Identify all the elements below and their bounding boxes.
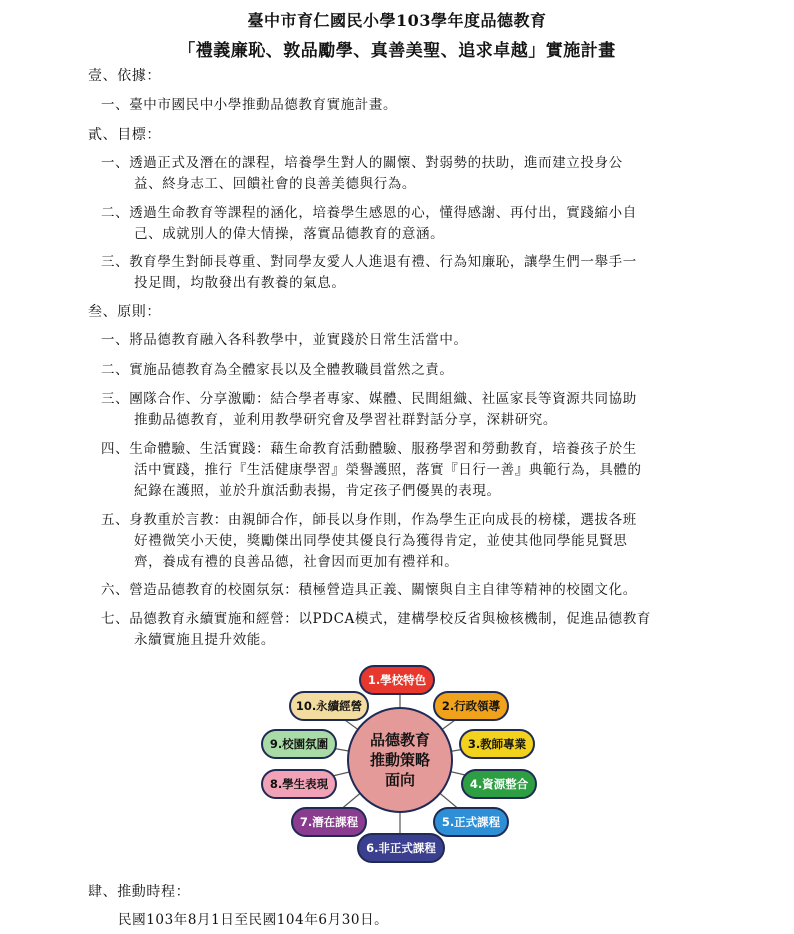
- principle-item-1: 一、將品德教育融入各科教學中，並實踐於日常生活當中。: [101, 332, 468, 348]
- principle-item-4-cont2: 紀錄在護照，並於升旗活動表揚，肯定孩子們優異的表現。: [134, 483, 501, 499]
- section-heading-basis: 壹、依據：: [88, 68, 161, 84]
- goal-item-3-cont: 投足間，均散發出有教養的氣息。: [134, 275, 346, 291]
- basis-item-1: 一、臺中市國民中小學推動品德教育實施計畫。: [101, 97, 398, 113]
- principle-item-4-cont1: 活中實踐，推行『生活健康學習』榮譽護照，落實『日行一善』典範行為，具體的: [134, 462, 642, 478]
- goal-item-1-cont: 益、終身志工、回饋社會的良善美德與行為。: [134, 176, 416, 192]
- principle-item-4: 四、生命體驗、生活實踐：藉生命教育活動體驗、服務學習和勞動教育，培養孩子於生: [101, 441, 637, 457]
- node-formal-curriculum: [433, 807, 509, 837]
- node-label: 4.資源整合: [469, 777, 529, 791]
- goal-item-2: 二、透過生命教育等課程的涵化，培養學生感恩的心，懂得感謝、再付出，實踐縮小自: [101, 205, 637, 221]
- principle-item-5-cont1: 好禮微笑小天使，獎勵傑出同學使其優良行為獲得肯定，並使其他同學能見賢思: [134, 533, 628, 549]
- node-label: 6.非正式課程: [366, 841, 436, 855]
- goal-item-1: 一、透過正式及潛在的課程，培養學生對人的關懷、對弱勢的扶助，進而建立投身公: [101, 155, 623, 171]
- document-title: 臺中市育仁國民小學103學年度品德教育: [247, 11, 547, 30]
- node-label: 2.行政領導: [441, 699, 501, 713]
- principle-item-7: 七、品德教育永續實施和經營：以PDCA模式，建構學校反省與檢核機制，促進品德教育: [101, 611, 651, 627]
- node-teacher-professional: [459, 729, 535, 759]
- node-resource-integration: [461, 769, 537, 799]
- principle-item-5: 五、身教重於言教：由親師合作，師長以身作則，作為學生正向成長的榜樣，選拔各班: [101, 512, 637, 528]
- node-label: 7.潛在課程: [299, 815, 359, 829]
- principle-item-7-cont: 永續實施且提升效能。: [134, 632, 275, 648]
- goal-item-2-cont: 己、成就別人的偉大情操，落實品德教育的意涵。: [134, 226, 445, 242]
- principle-item-5-cont2: 齊，養成有禮的良善品德，社會因而更加有禮祥和。: [134, 554, 459, 570]
- node-sustainable-management: [289, 691, 369, 721]
- node-label: 1.學校特色: [367, 673, 427, 687]
- principle-item-3: 三、團隊合作、分享激勵：結合學者專家、媒體、民間組織、社區家長等資源共同協助: [101, 391, 637, 407]
- node-student-performance: [261, 769, 337, 799]
- node-hidden-curriculum: [291, 807, 367, 837]
- principle-item-2: 二、實施品德教育為全體家長以及全體教職員當然之責。: [101, 362, 454, 378]
- section-heading-goals: 貳、目標：: [88, 127, 161, 143]
- goal-item-3: 三、教育學生對師長尊重、對同學友愛人人進退有禮、行為知廉恥，讓學生們一舉手一: [101, 254, 637, 270]
- section-heading-principles: 叁、原則：: [88, 304, 161, 320]
- section-heading-schedule: 肆、推動時程：: [88, 884, 191, 900]
- principle-item-6: 六、營造品德教育的校園氛氛：積極營造具正義、關懷與自主自律等精神的校園文化。: [101, 582, 637, 598]
- center-line-2: 推動策略: [369, 751, 430, 769]
- strategy-diagram: [255, 655, 545, 870]
- node-label: 10.永續經營: [295, 699, 363, 713]
- node-campus-atmosphere: [261, 729, 337, 759]
- schedule-text: 民國103年8月1日至民國104年6月30日。: [118, 912, 389, 928]
- node-school-feature: [359, 665, 435, 695]
- node-label: 8.學生表現: [269, 777, 329, 791]
- document-subtitle: 「禮義廉恥、敦品勵學、真善美聖、追求卓越」實施計畫: [178, 41, 616, 61]
- center-line-3: 面向: [384, 771, 415, 789]
- node-label: 5.正式課程: [441, 815, 501, 829]
- node-admin-leadership: [433, 691, 509, 721]
- center-line-1: 品德教育: [369, 731, 430, 749]
- node-label: 9.校園氛圍: [269, 737, 329, 751]
- diagram-center: [347, 707, 453, 813]
- principle-item-3-cont: 推動品德教育，並利用教學研究會及學習社群對話分享，深耕研究。: [134, 412, 557, 428]
- node-informal-curriculum: [357, 833, 445, 863]
- node-label: 3.教師專業: [467, 737, 527, 751]
